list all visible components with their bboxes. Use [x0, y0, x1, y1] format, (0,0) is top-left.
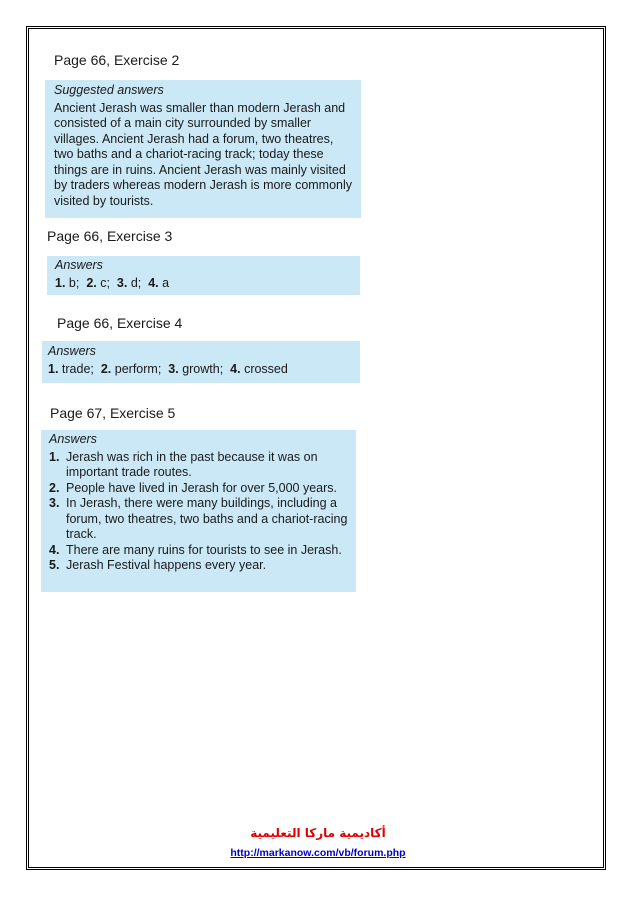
answer-value: perform; — [114, 361, 162, 376]
exercise-5-answer-list — [49, 450, 348, 574]
exercise-4-answers-line — [48, 362, 354, 378]
list-item — [49, 481, 348, 497]
answer-value: b; — [68, 275, 80, 290]
answer-value: d; — [130, 275, 142, 290]
answer-number: 2. — [86, 275, 97, 290]
exercise-5-answer-box — [41, 430, 356, 592]
list-item — [49, 496, 348, 543]
exercise-4-box-title: Answers — [48, 344, 96, 358]
answer-text: There are many ruins for tourists to see in Jerash. — [66, 542, 342, 557]
answer-value: crossed — [244, 361, 288, 376]
exercise-2-answer-box — [45, 80, 361, 218]
answer-text: Jerash Festival happens every year. — [66, 558, 267, 572]
exercise-4-heading: Page 66, Exercise 4 — [57, 315, 183, 331]
answer-number: 4. — [148, 275, 159, 290]
exercise-5-heading: Page 67, Exercise 5 — [50, 405, 176, 421]
answer-number: 2. — [100, 361, 112, 376]
answer-number: 3. — [168, 361, 179, 376]
answer-number: 1. — [55, 275, 66, 290]
footer-arabic-title: أكاديمية ماركا التعليمية — [250, 826, 386, 840]
answer-value: c; — [100, 275, 110, 290]
answer-number: 3. — [49, 496, 60, 510]
answer-number: 1. — [48, 361, 59, 376]
exercise-5-box-title: Answers — [49, 432, 97, 446]
list-item — [49, 543, 348, 559]
answer-number: 4. — [49, 542, 60, 557]
answer-number: 5. — [49, 558, 60, 572]
exercise-3-answer-box — [47, 256, 360, 295]
list-item — [49, 558, 348, 574]
answer-text: In Jerash, there were many buildings, including a forum, two theatres, two baths and a chariot-racing track. — [66, 496, 348, 541]
answer-number: 2. — [49, 480, 60, 495]
exercise-2-heading: Page 66, Exercise 2 — [54, 52, 180, 68]
exercise-4-answer-box — [42, 341, 360, 383]
exercise-3-heading: Page 66, Exercise 3 — [47, 228, 173, 244]
answer-text: Jerash was rich in the past because it was on important trade routes. — [66, 449, 318, 479]
answer-number: 1. — [49, 449, 60, 464]
answer-text: People have lived in Jerash for over 5,000 years. — [66, 480, 337, 495]
answer-number: 3. — [116, 275, 128, 290]
answer-number: 4. — [230, 361, 241, 376]
exercise-3-box-title: Answers — [55, 258, 103, 272]
exercise-2-answer-text: Ancient Jerash was smaller than modern Jerash and consisted of a main city surrounded by smaller villages. Ancient Jerash had a forum, two theatres, two baths and a chariot-racing track; today these things are in ruins. Ancient Jerash was mainly visited by traders whereas modern Jerash is more commonly visited by tourists. — [54, 100, 353, 208]
answer-value: trade; — [61, 361, 94, 376]
exercise-3-answers-line — [55, 276, 354, 292]
exercise-2-box-title: Suggested answers — [54, 83, 164, 97]
list-item — [49, 450, 348, 481]
answer-value: a — [162, 275, 170, 290]
footer-forum-link[interactable]: http://markanow.com/vb/forum.php — [230, 847, 406, 859]
answer-value: growth; — [182, 361, 224, 376]
